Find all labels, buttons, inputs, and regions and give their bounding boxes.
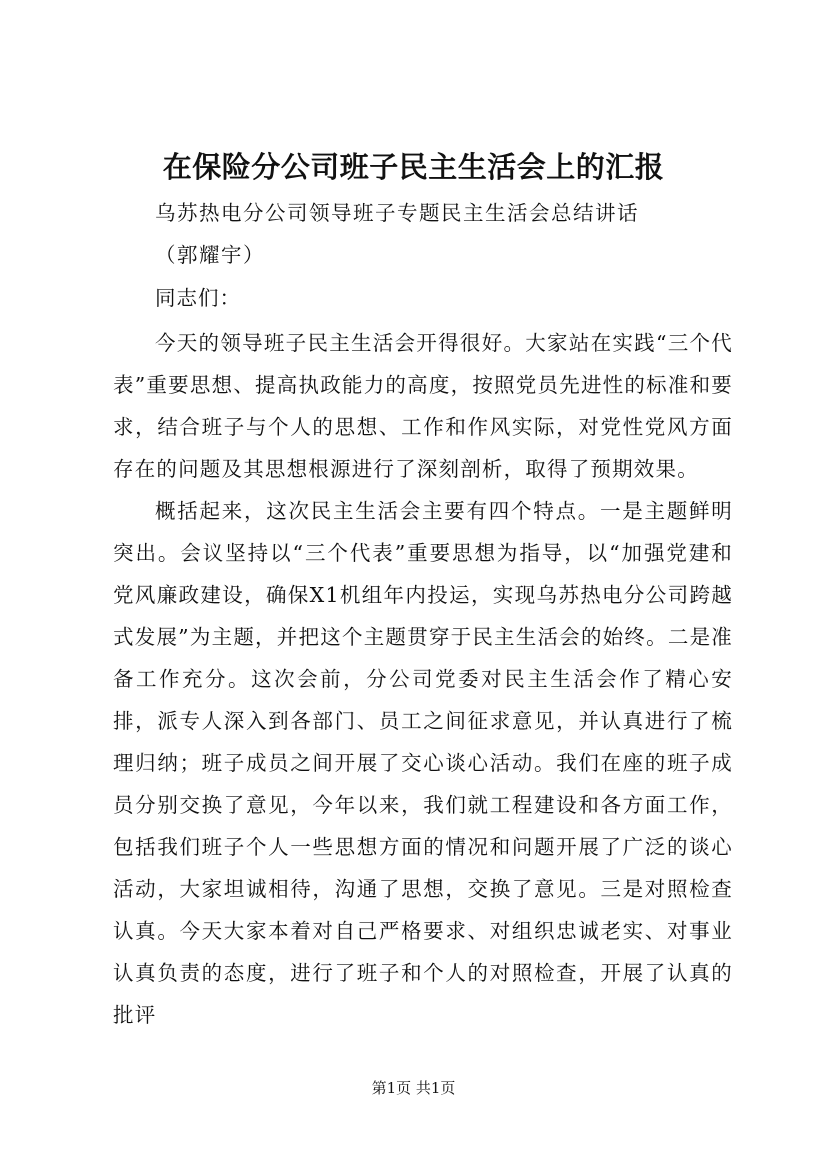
document-title: 在保险分公司班子民主生活会上的汇报	[162, 150, 665, 184]
document-subtitle: 乌苏热电分公司领导班子专题民主生活会总结讲话	[155, 201, 639, 225]
greeting: 同志们：	[155, 286, 241, 310]
paragraph: 概括起来，这次民主生活会主要有四个特点。一是主题鲜明突出。会议坚持以“三个代表”重要思想为指导，以“加强党建和党风廉政建设，确保X1机组年内投运，实现乌苏热电分公司跨越式发展”为主题，并把这个主题贯穿于民主生活会的始终。二是准备工作充分。这次会前，分公司党委对民主生活会作了精心安排，派专人深入到各部门、员工之间征求意见，并认真进行了梳理归纳；班子成员之间开展了交心谈心活动。我们在座的班子成员分别交换了意见，今年以来，我们就工程建设和各方面工作，包括我们班子个人一些思想方面的情况和问题开展了广泛的谈心活动，大家坦诚相待，沟通了思想，交换了意见。三是对照检查认真。今天大家本着对自己严格要求、对组织忠诚老实、对事业认真负责的态度，进行了班子和个人的对照检查，开展了认真的批评	[113, 499, 733, 1027]
page-number: 第1页 共1页	[371, 1079, 456, 1097]
author-name: （郭耀宇）	[155, 243, 265, 267]
paragraph: 今天的领导班子民主生活会开得很好。大家站在实践“三个代表”重要思想、提高执政能力的高度，按照党员先进性的标准和要求，结合班子与个人的思想、工作和作风实际，对党性党风方面存在的问题及其思想根源进行了深刻剖析，取得了预期效果。	[113, 331, 733, 481]
